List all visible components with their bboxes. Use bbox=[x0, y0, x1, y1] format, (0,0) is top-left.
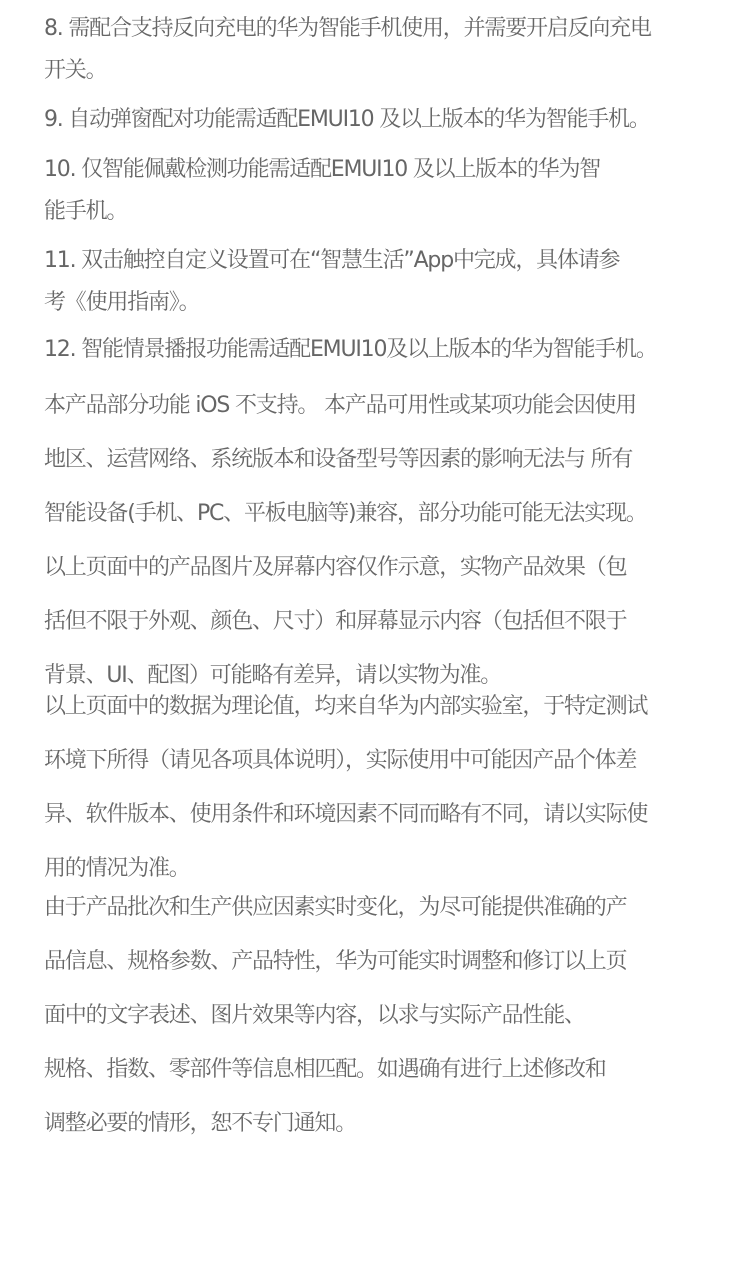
paragraph-line: 括但不限于外观、颜色、尺寸）和屏幕显示内容（包括但不限于 bbox=[44, 609, 627, 634]
paragraph-line: 异、软件版本、使用条件和环境因素不同而略有不同，请以实际使 bbox=[44, 802, 648, 827]
paragraph-line: 以上页面中的数据为理论值，均来自华为内部实验室，于特定测试 bbox=[44, 694, 648, 719]
note-item-8 bbox=[44, 8, 712, 92]
paragraph-line: 由于产品批次和生产供应因素实时变化，为尽可能提供准确的产 bbox=[44, 895, 627, 920]
note-line: 11. 双击触控自定义设置可在“智慧生活”App中完成，具体请参 bbox=[44, 248, 620, 273]
note-item-12 bbox=[44, 329, 712, 371]
note-line: 8. 需配合支持反向充电的华为智能手机使用，并需要开启反向充电 bbox=[44, 16, 651, 41]
data-disclaimer bbox=[44, 680, 712, 896]
note-line: 10. 仅智能佩戴检测功能需适配EMUI10 及以上版本的华为智 bbox=[44, 157, 601, 182]
note-item-10 bbox=[44, 149, 712, 233]
compatibility-disclaimer bbox=[44, 379, 712, 703]
paragraph-line: 本产品部分功能 iOS 不支持。 本产品可用性或某项功能会因使用 bbox=[44, 393, 636, 418]
paragraph-line: 地区、运营网络、系统版本和设备型号等因素的影响无法与 所有 bbox=[44, 447, 633, 472]
note-line: 考《使用指南》。 bbox=[44, 290, 200, 315]
paragraph-line: 调整必要的情形，恕不专门通知。 bbox=[44, 1111, 357, 1136]
note-item-9 bbox=[44, 99, 712, 141]
paragraph-line: 面中的文字表述、图片效果等内容，以求与实际产品性能、 bbox=[44, 1003, 585, 1028]
note-line: 能手机。 bbox=[44, 199, 128, 224]
note-item-11 bbox=[44, 240, 712, 324]
note-line: 9. 自动弹窗配对功能需适配EMUI10 及以上版本的华为智能手机。 bbox=[44, 107, 650, 132]
paragraph-line: 品信息、规格参数、产品特性，华为可能实时调整和修订以上页 bbox=[44, 949, 627, 974]
paragraph-line: 用的情况为准。 bbox=[44, 856, 190, 881]
paragraph-line: 环境下所得（请见各项具体说明），实际使用中可能因产品个体差 bbox=[44, 748, 637, 773]
note-line: 12. 智能情景播报功能需适配EMUI10及以上版本的华为智能手机。 bbox=[44, 337, 657, 362]
paragraph-line: 以上页面中的产品图片及屏幕内容仅作示意，实物产品效果（包 bbox=[44, 555, 627, 580]
paragraph-line: 智能设备(手机、PC、平板电脑等)兼容，部分功能可能无法实现。 bbox=[44, 501, 647, 526]
paragraph-line: 背景、UI、配图）可能略有差异，请以实物为准。 bbox=[44, 663, 501, 688]
paragraph-line: 规格、指数、零部件等信息相匹配。如遇确有进行上述修改和 bbox=[44, 1057, 606, 1082]
product-info-disclaimer bbox=[44, 881, 712, 1151]
note-line: 开关。 bbox=[44, 58, 107, 83]
